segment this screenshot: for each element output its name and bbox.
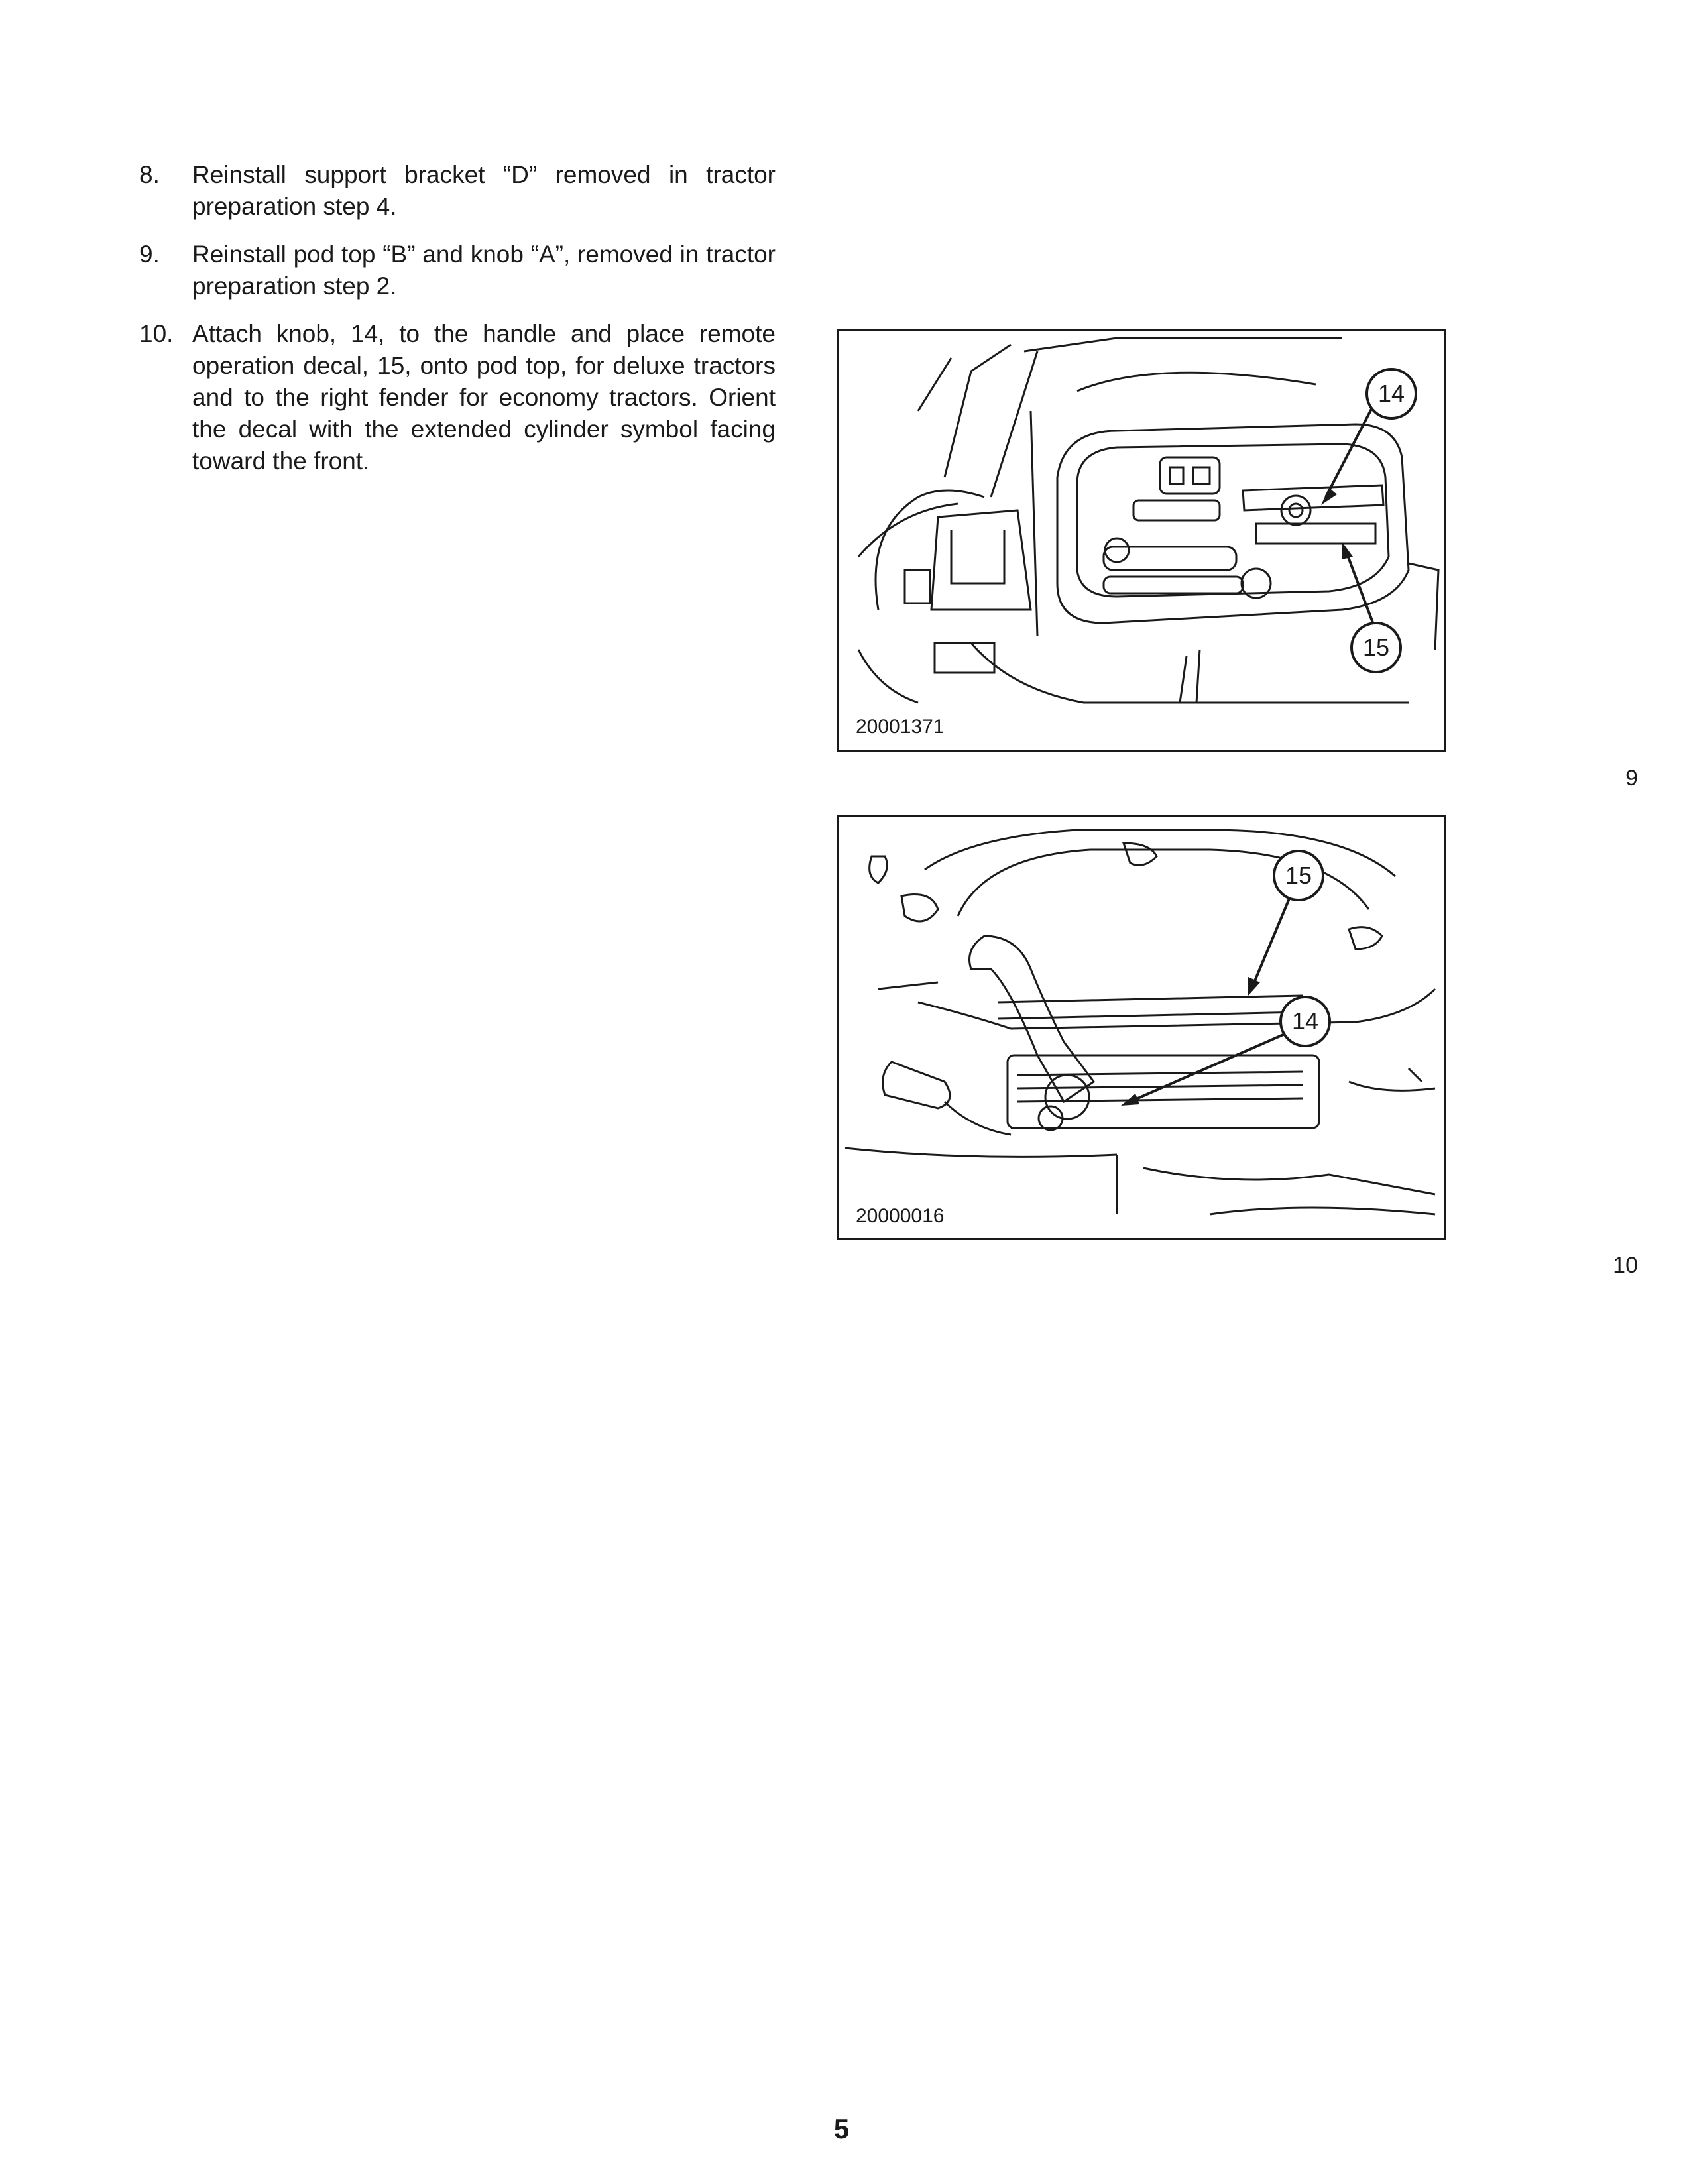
figure-code: 20000016 bbox=[856, 1205, 945, 1227]
figure-code: 20001371 bbox=[856, 716, 945, 738]
step-number: 8. bbox=[139, 161, 160, 188]
callout-14 bbox=[1279, 996, 1331, 1047]
callout-label: 14 bbox=[1291, 1007, 1319, 1035]
step-text: Attach knob, 14, to the handle and place remote operation decal, 15, onto pod top, for deluxe tractors and to the right fender for economy tractors. Orient the decal with the extended cylinder symbol facing toward the front. bbox=[192, 320, 776, 475]
callout-label: 15 bbox=[1362, 634, 1390, 661]
step-text: Reinstall support bracket “D” removed in tractor preparation step 4. bbox=[192, 161, 776, 220]
page-number: 5 bbox=[833, 2113, 850, 2144]
callout-label: 14 bbox=[1377, 380, 1405, 407]
instruction-steps bbox=[139, 159, 776, 493]
figure-number: 9 bbox=[1625, 766, 1638, 791]
step-number: 9. bbox=[139, 241, 160, 268]
callout-14 bbox=[1365, 368, 1417, 420]
callout-15 bbox=[1273, 850, 1324, 901]
step-8 bbox=[139, 159, 776, 223]
callout-overlay bbox=[839, 331, 1444, 750]
callout-15 bbox=[1350, 622, 1402, 673]
figure-number: 10 bbox=[1613, 1253, 1638, 1278]
callout-overlay bbox=[839, 817, 1444, 1238]
step-10 bbox=[139, 318, 776, 477]
callout-label: 15 bbox=[1285, 862, 1312, 889]
figure-9 bbox=[837, 329, 1446, 752]
step-9 bbox=[139, 239, 776, 302]
step-text: Reinstall pod top “B” and knob “A”, removed in tractor preparation step 2. bbox=[192, 241, 776, 300]
step-number: 10. bbox=[139, 320, 174, 347]
figure-10 bbox=[837, 815, 1446, 1240]
